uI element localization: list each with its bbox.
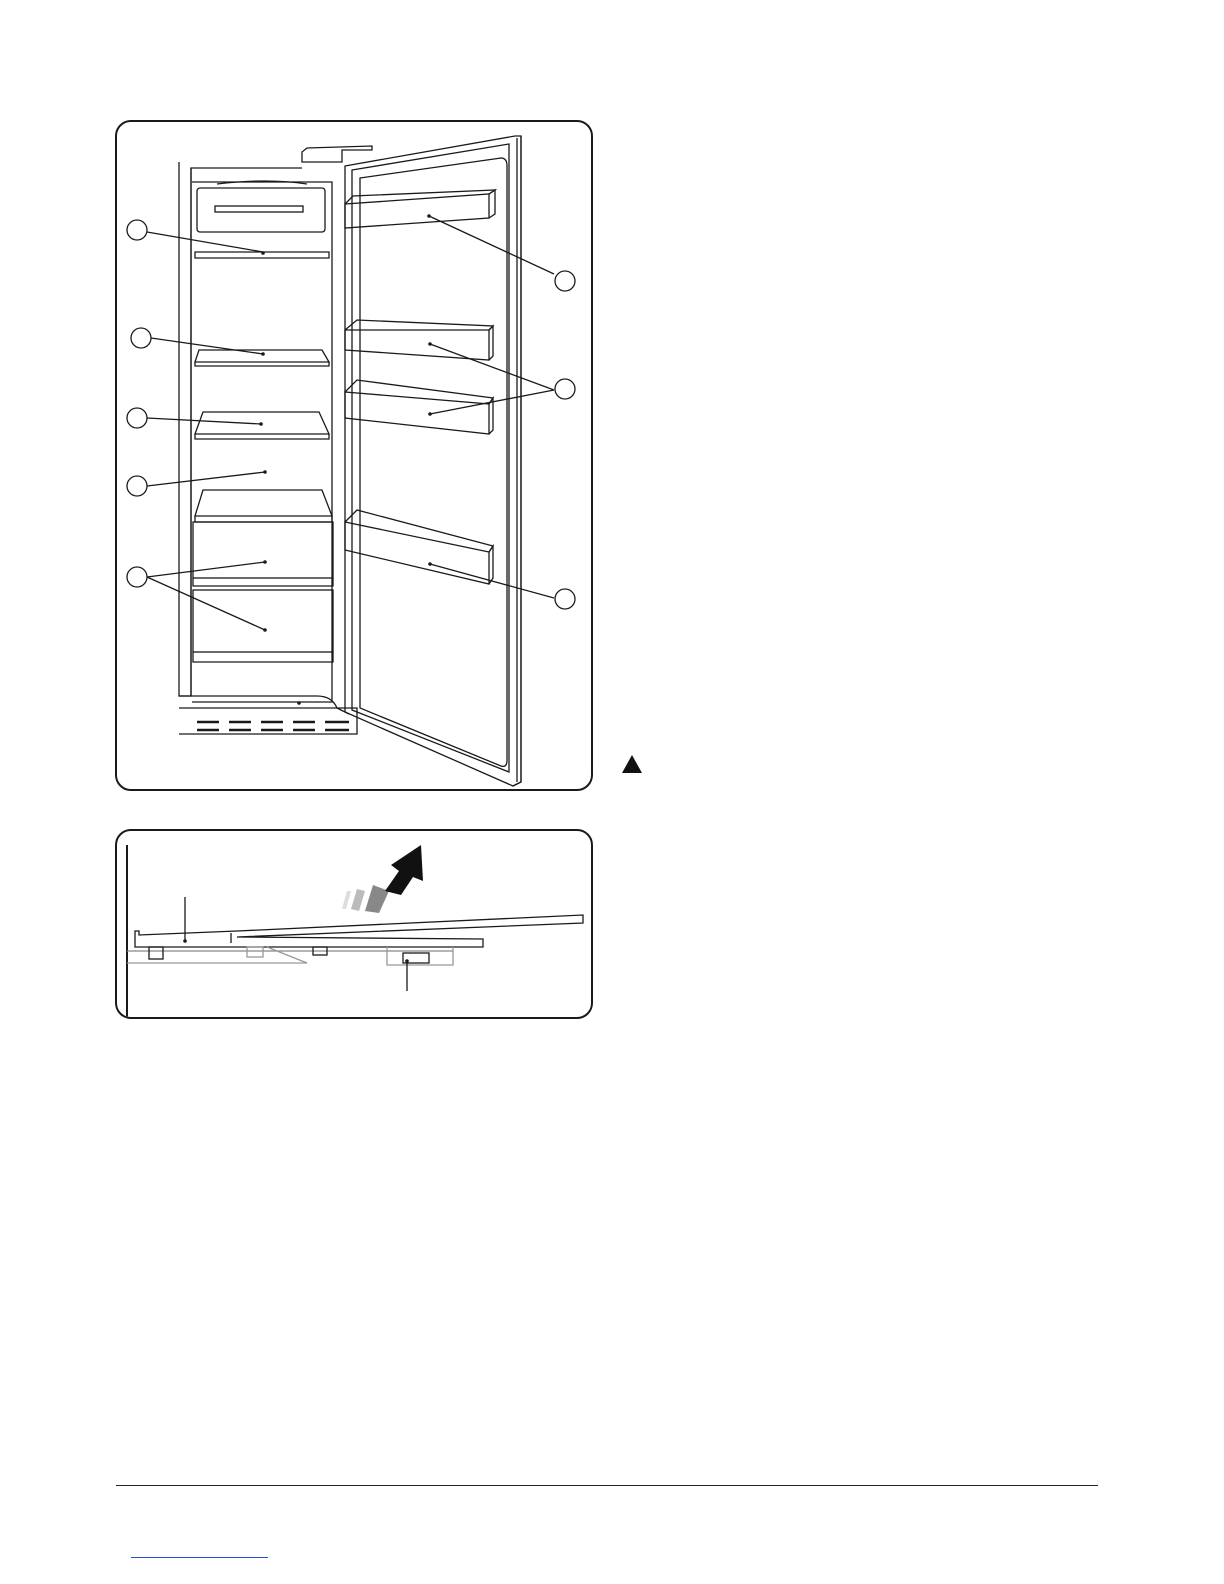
callout-circle [555, 379, 575, 399]
callout-circle [555, 589, 575, 609]
footer-rule [116, 1485, 1098, 1486]
warning-triangle-icon [621, 754, 643, 774]
fridge-drawing [117, 122, 593, 791]
callout-circle [127, 476, 147, 496]
callout-circle [127, 567, 147, 587]
callout-circle [555, 271, 575, 291]
shelf-removal-figure [115, 829, 593, 1019]
shelf-drawing [117, 831, 593, 1019]
callout-circle [131, 328, 151, 348]
callout-circle [127, 220, 147, 240]
fridge-interior-figure [115, 120, 593, 791]
callout-circle [127, 408, 147, 428]
lift-arrow [342, 845, 423, 913]
footer-link-underline[interactable] [131, 1557, 268, 1558]
